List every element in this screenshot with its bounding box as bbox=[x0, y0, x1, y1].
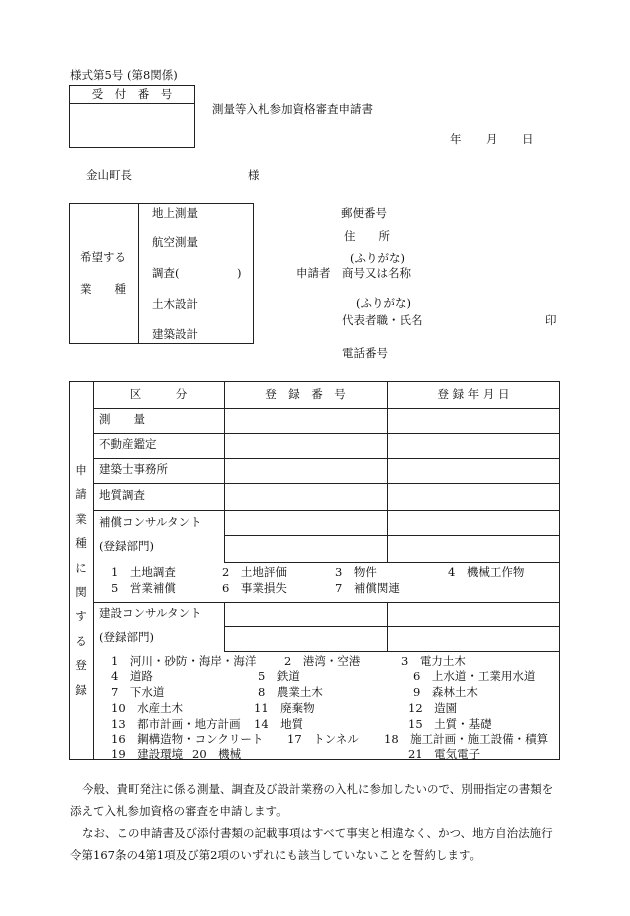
phone-label: 電話番号 bbox=[342, 346, 388, 360]
date-year: 年 bbox=[450, 132, 462, 146]
side-label-char: に bbox=[75, 560, 87, 575]
side-label-char: す bbox=[75, 609, 87, 624]
construction-department: 21 電気電子 bbox=[408, 747, 481, 761]
category-item: 土木設計 bbox=[152, 297, 198, 311]
construction-department: 20 機械 bbox=[192, 747, 242, 761]
row-line bbox=[224, 651, 560, 652]
reception-box-divider bbox=[69, 103, 195, 104]
row-line bbox=[224, 535, 560, 536]
row-line bbox=[93, 458, 560, 459]
date-month: 月 bbox=[486, 132, 498, 146]
row-label-geological-survey: 地質調査 bbox=[99, 488, 145, 502]
construction-department: 19 建設環境 bbox=[111, 747, 184, 761]
header-registration-date: 登 録 年 月 日 bbox=[437, 387, 510, 401]
construction-department: 11 廃棄物 bbox=[254, 701, 315, 715]
side-label-char: 種 bbox=[75, 536, 87, 551]
side-label-char: 録 bbox=[75, 682, 87, 697]
row-line bbox=[93, 510, 560, 511]
category-item: 調査( ) bbox=[152, 266, 242, 280]
compensation-department: 5 営業補償 bbox=[111, 581, 176, 595]
form-title: 測量等入札参加資格審査申請書 bbox=[212, 102, 373, 116]
desired-category-divider bbox=[138, 203, 139, 344]
construction-department: 18 施工計画・施工設備・積算 bbox=[384, 732, 549, 746]
compensation-department-sub: (登録部門) bbox=[99, 539, 154, 553]
construction-department: 10 水産土木 bbox=[111, 701, 184, 715]
row-line bbox=[224, 562, 560, 563]
construction-department: 15 土質・基礎 bbox=[408, 717, 492, 731]
desired-category-label-1: 希望する bbox=[80, 250, 126, 264]
compensation-department: 2 土地評価 bbox=[222, 565, 287, 579]
construction-department: 5 鉄道 bbox=[258, 669, 300, 683]
declaration-paragraph-1: 今般、貴町発注に係る測量、調査及び設計業務の入札に参加したいので、別冊指定の書類を添えて入札参加資格の審査を申請します。 bbox=[70, 782, 554, 818]
seal-mark: 印 bbox=[545, 313, 557, 327]
compensation-department: 4 機械工作物 bbox=[448, 565, 525, 579]
addressee-name: 金山町長 bbox=[86, 168, 132, 182]
row-label-architect-office: 建築士事務所 bbox=[99, 462, 168, 476]
furigana-label: (ふりがな) bbox=[350, 251, 405, 265]
desired-category-label-2: 業 種 bbox=[80, 282, 126, 296]
side-label-char: る bbox=[75, 633, 87, 648]
side-column-divider bbox=[93, 381, 94, 760]
row-line bbox=[93, 602, 560, 603]
compensation-department: 7 補償関連 bbox=[335, 581, 400, 595]
side-label-char: 請 bbox=[75, 487, 87, 502]
construction-department: 3 電力土木 bbox=[401, 654, 466, 668]
form-number: 様式第5号 (第8関係) bbox=[70, 68, 178, 82]
construction-department: 7 下水道 bbox=[111, 685, 165, 699]
compensation-department: 3 物件 bbox=[335, 565, 377, 579]
construction-department: 2 港湾・空港 bbox=[284, 654, 361, 668]
compensation-department: 1 土地調査 bbox=[111, 565, 176, 579]
construction-department: 8 農業土木 bbox=[258, 685, 323, 699]
furigana-label: (ふりがな) bbox=[356, 296, 411, 310]
construction-department: 9 森林土木 bbox=[413, 685, 478, 699]
addressee-honorific: 様 bbox=[248, 168, 260, 182]
address-label: 住 所 bbox=[344, 229, 390, 243]
postal-code-label: 郵便番号 bbox=[341, 206, 387, 220]
compensation-department: 6 事業損失 bbox=[222, 581, 287, 595]
construction-department: 16 鋼構造物・コンクリート bbox=[111, 732, 264, 746]
row-line bbox=[93, 433, 560, 434]
side-label bbox=[69, 458, 93, 702]
construction-department: 12 造園 bbox=[408, 701, 458, 715]
header-registration-number: 登 録 番 号 bbox=[265, 387, 346, 401]
category-item: 航空測量 bbox=[152, 235, 198, 249]
construction-department: 14 地質 bbox=[254, 717, 304, 731]
construction-department: 1 河川・砂防・海岸・海洋 bbox=[111, 654, 257, 668]
side-label-char: 登 bbox=[75, 658, 87, 673]
side-label-char: 関 bbox=[75, 585, 87, 600]
construction-department: 4 道路 bbox=[111, 669, 153, 683]
applicant-label: 申請者 bbox=[296, 266, 331, 280]
representative-label: 代表者職・氏名 bbox=[342, 313, 423, 327]
construction-department: 17 トンネル bbox=[287, 732, 359, 746]
category-item: 建築設計 bbox=[152, 327, 198, 341]
header-category: 区 分 bbox=[129, 387, 188, 401]
row-label-real-estate-appraisal: 不動産鑑定 bbox=[99, 437, 157, 451]
row-line bbox=[93, 483, 560, 484]
date-day: 日 bbox=[522, 132, 534, 146]
company-name-label: 商号又は名称 bbox=[342, 266, 411, 280]
reception-number-label: 受 付 番 号 bbox=[91, 87, 173, 101]
construction-department-sub: (登録部門) bbox=[99, 630, 154, 644]
construction-consultant-label: 建設コンサルタント bbox=[99, 606, 202, 620]
category-item: 地上測量 bbox=[152, 206, 198, 220]
side-label-char: 業 bbox=[75, 511, 87, 526]
construction-department: 13 都市計画・地方計画 bbox=[111, 717, 241, 731]
row-line bbox=[93, 408, 560, 409]
side-label-char: 申 bbox=[75, 463, 87, 477]
compensation-consultant-label: 補償コンサルタント bbox=[99, 515, 202, 529]
row-label-survey: 測 量 bbox=[99, 412, 145, 426]
declaration-paragraph-2: なお、この申請書及び添付書類の記載事項はすべて事実と相違なく、かつ、地方自治法施行令第167条の4第1項及び第2項のいずれにも該当していないことを誓約します。 bbox=[70, 826, 553, 862]
row-line bbox=[224, 626, 560, 627]
construction-department: 6 上水道・工業用水道 bbox=[413, 669, 536, 683]
